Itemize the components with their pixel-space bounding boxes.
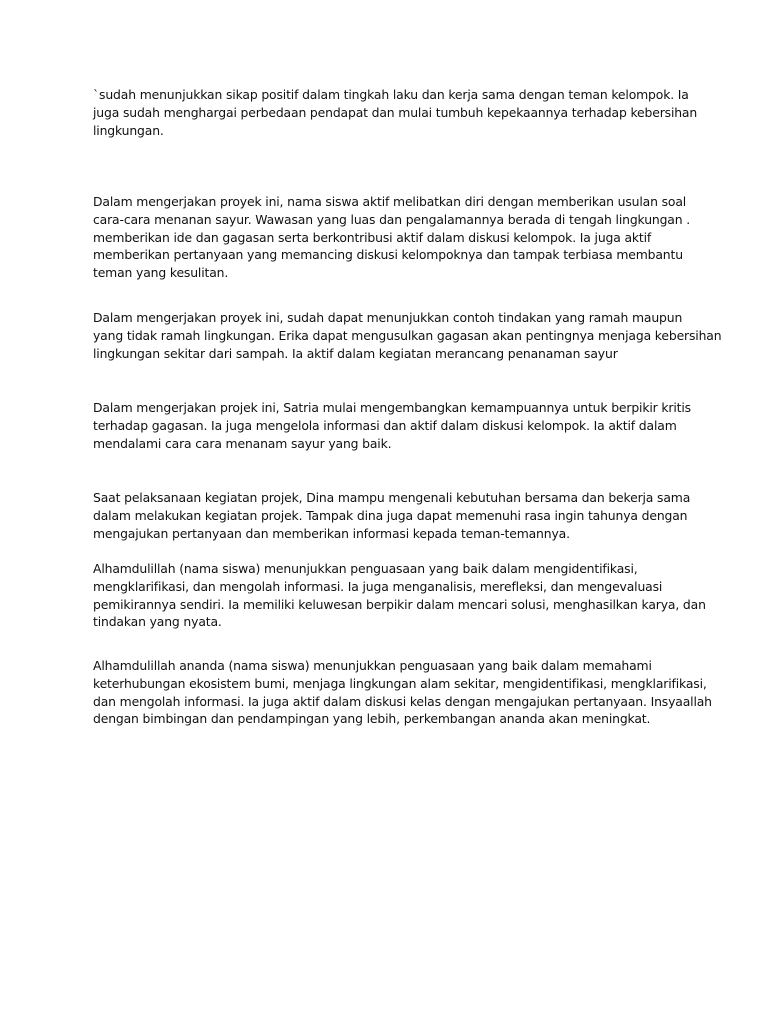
- paragraph-line: pemikirannya sendiri. Ia memiliki keluwesan berpikir dalam mencari solusi, menghasilkan karya, dan: [93, 596, 706, 612]
- paragraph-line: dalam melakukan kegiatan projek. Tampak dina juga dapat memenuhi rasa ingin tahunya dengan: [93, 507, 688, 523]
- paragraph-line: Alhamdulillah (nama siswa) menunjukkan penguasaan yang baik dalam mengidentifikasi,: [93, 561, 638, 576]
- paragraph-line: lingkungan.: [93, 122, 164, 138]
- paragraph-line: Dalam mengerjakan proyek ini, nama siswa aktif melibatkan diri dengan memberikan usulan soal: [93, 194, 687, 209]
- paragraph-line: teman yang kesulitan.: [93, 265, 229, 281]
- paragraph-line: dan mengolah informasi. Ia juga aktif dalam diskusi kelas dengan mengajukan pertanyaan. Insyaallah: [93, 693, 712, 709]
- paragraph-line: juga sudah menghargai perbedaan pendapat dan mulai tumbuh kepekaannya terhadap kebersihan: [93, 104, 698, 120]
- paragraph-line: mengajukan pertanyaan dan memberikan informasi kepada teman-temannya.: [93, 525, 570, 541]
- paragraph-line: mendalami cara cara menanam sayur yang baik.: [93, 435, 392, 451]
- paragraph-6: [93, 560, 706, 631]
- paragraph-line: Saat pelaksanaan kegiatan projek, Dina mampu mengenali kebutuhan bersama dan bekerja sama: [93, 490, 691, 505]
- paragraph-line: yang tidak ramah lingkungan. Erika dapat mengusulkan gagasan akan pentingnya menjaga kebersihan: [93, 327, 722, 343]
- paragraph-line: cara-cara menanan sayur. Wawasan yang luas dan pengalamannya berada di tengah lingkungan .: [93, 211, 691, 227]
- paragraph-line: terhadap gagasan. Ia juga mengelola informasi dan aktif dalam diskusi kelompok. Ia aktif dalam: [93, 417, 677, 433]
- paragraph-line: keterhubungan ekosistem bumi, menjaga lingkungan alam sekitar, mengidentifikasi, mengklarifikasi,: [93, 675, 707, 691]
- paragraph-4: [93, 399, 691, 452]
- paragraph-line: `sudah menunjukkan sikap positif dalam tingkah laku dan kerja sama dengan teman kelompok. Ia: [93, 87, 689, 102]
- paragraph-7: [93, 657, 712, 728]
- paragraph-5: [93, 489, 691, 542]
- paragraph-line: memberikan pertanyaan yang memancing diskusi kelompoknya dan tampak terbiasa membantu: [93, 247, 683, 263]
- paragraph-line: lingkungan sekitar dari sampah. Ia aktif dalam kegiatan merancang penanaman sayur: [93, 345, 618, 361]
- paragraph-line: mengklarifikasi, dan mengolah informasi. Ia juga menganalisis, merefleksi, dan mengevaluasi: [93, 578, 663, 594]
- paragraph-line: Dalam mengerjakan projek ini, Satria mulai mengembangkan kemampuannya untuk berpikir kritis: [93, 400, 691, 415]
- paragraph-2: [93, 193, 691, 282]
- paragraph-1: [93, 86, 698, 139]
- paragraph-line: Alhamdulillah ananda (nama siswa) menunjukkan penguasaan yang baik dalam memahami: [93, 658, 652, 673]
- paragraph-line: tindakan yang nyata.: [93, 614, 222, 630]
- paragraph-line: Dalam mengerjakan proyek ini, sudah dapat menunjukkan contoh tindakan yang ramah maupun: [93, 310, 683, 325]
- paragraph-line: memberikan ide dan gagasan serta berkontribusi aktif dalam diskusi kelompok. Ia juga aktif: [93, 229, 652, 245]
- paragraph-line: dengan bimbingan dan pendampingan yang lebih, perkembangan ananda akan meningkat.: [93, 711, 651, 727]
- paragraph-3: [93, 309, 722, 362]
